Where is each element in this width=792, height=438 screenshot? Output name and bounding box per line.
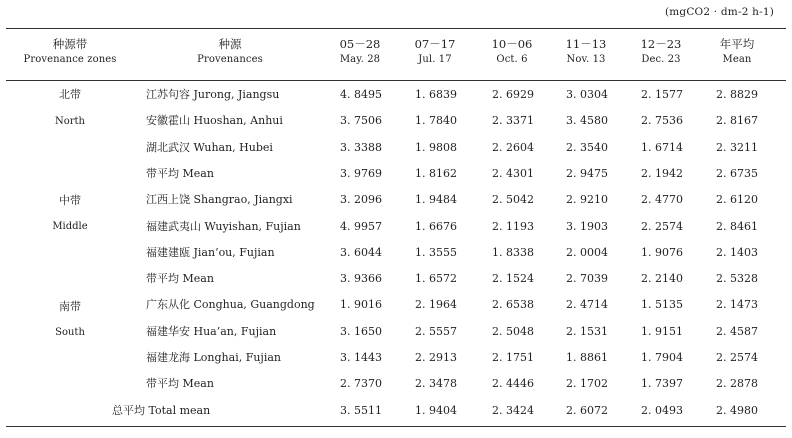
row-value: 2. 1964 xyxy=(415,298,457,312)
row-value: 3. 1650 xyxy=(340,324,382,338)
header-col-6-zh: 年平均 xyxy=(719,37,755,51)
row-value: 2. 1524 xyxy=(492,272,534,286)
row-provenance: 福建华安 Hua’an, Fujian xyxy=(146,324,277,338)
zone-middle-zh: 中带 xyxy=(59,194,81,207)
header-provenance-en: Provenances xyxy=(197,54,263,65)
row-value: 2. 4587 xyxy=(716,324,758,338)
row-value: 2. 2878 xyxy=(716,377,758,391)
row-value: 2. 2140 xyxy=(641,272,683,286)
header-col-2-zh: 07－17 xyxy=(414,37,456,51)
header-zone-zh: 种源带 xyxy=(52,37,88,51)
header-col-6 xyxy=(704,36,770,68)
table-header-rule xyxy=(6,80,786,81)
row-value: 2. 1531 xyxy=(566,324,608,338)
table-top-rule xyxy=(6,28,786,29)
unit-label: (mgCO2 · dm-2 h-1) xyxy=(664,6,774,18)
row-value: 3. 9769 xyxy=(340,166,382,180)
zone-south-en: South xyxy=(55,327,85,338)
total-mean-value: 2. 0493 xyxy=(641,403,683,417)
row-value: 2. 6538 xyxy=(492,298,534,312)
header-col-4-en: Nov. 13 xyxy=(566,54,606,65)
header-col-5-en: Dec. 23 xyxy=(641,54,681,65)
row-value: 2. 4446 xyxy=(492,377,534,391)
row-provenance: 江西上饶 Shangrao, Jiangxi xyxy=(146,193,293,207)
header-zone-en: Provenance zones xyxy=(23,54,117,65)
row-value: 3. 6044 xyxy=(340,245,382,259)
row-value: 1. 7840 xyxy=(415,114,457,128)
header-col-2-en: Jul. 17 xyxy=(418,54,452,65)
row-value: 4. 9957 xyxy=(340,219,382,233)
total-mean-value: 3. 5511 xyxy=(340,403,382,417)
table-bottom-rule xyxy=(6,426,786,427)
header-col-1 xyxy=(330,36,390,68)
row-value: 2. 2574 xyxy=(716,351,758,364)
row-value: 2. 1403 xyxy=(716,245,758,259)
row-value: 2. 1702 xyxy=(566,377,608,391)
row-value: 2. 2913 xyxy=(415,351,457,364)
row-value: 3. 7506 xyxy=(340,114,382,128)
row-provenance: 带平均 Mean xyxy=(146,377,214,391)
row-value: 1. 5135 xyxy=(641,298,683,312)
total-mean-value: 2. 4980 xyxy=(716,403,758,417)
row-value: 2. 1942 xyxy=(641,166,683,180)
row-value: 2. 0004 xyxy=(566,245,608,259)
row-value: 2. 1473 xyxy=(716,298,758,312)
row-value: 2. 7039 xyxy=(566,272,608,286)
header-col-5 xyxy=(631,36,691,68)
row-value: 3. 2096 xyxy=(340,193,382,207)
row-value: 1. 8162 xyxy=(415,166,457,180)
row-value: 2. 6735 xyxy=(716,166,758,180)
row-provenance: 湖北武汉 Wuhan, Hubei xyxy=(146,140,273,154)
row-value: 2. 3371 xyxy=(492,114,534,128)
header-col-2 xyxy=(405,36,465,68)
row-value: 2. 8461 xyxy=(716,219,758,233)
row-value: 2. 9210 xyxy=(566,193,608,207)
row-value: 1. 9016 xyxy=(340,298,382,312)
row-value: 1. 9808 xyxy=(415,140,457,154)
row-value: 2. 8167 xyxy=(716,114,758,128)
header-col-1-en: May. 28 xyxy=(339,54,381,65)
row-value: 1. 8861 xyxy=(566,351,608,364)
header-zone xyxy=(10,36,130,68)
row-value: 2. 5557 xyxy=(415,324,457,338)
zone-north-zh: 北带 xyxy=(59,88,81,101)
zone-north-en: North xyxy=(54,116,85,127)
row-value: 1. 7397 xyxy=(641,377,683,391)
header-col-5-zh: 12－23 xyxy=(640,37,682,51)
row-provenance: 广东从化 Conghua, Guangdong xyxy=(146,298,315,312)
row-value: 1. 6714 xyxy=(641,140,683,154)
row-value: 2. 7536 xyxy=(641,114,683,128)
row-provenance: 福建建瓯 Jian’ou, Fujian xyxy=(146,245,275,259)
row-value: 3. 4580 xyxy=(566,114,608,128)
row-provenance: 安徽霍山 Huoshan, Anhui xyxy=(146,114,283,128)
row-value: 1. 9151 xyxy=(641,324,683,338)
row-value: 1. 7904 xyxy=(641,351,683,364)
row-value: 4. 8495 xyxy=(340,88,382,101)
row-value: 2. 3540 xyxy=(566,140,608,154)
header-col-4-zh: 11－13 xyxy=(565,37,607,51)
row-value: 2. 7370 xyxy=(340,377,382,391)
row-value: 1. 3555 xyxy=(415,245,457,259)
header-col-3-en: Oct. 6 xyxy=(496,54,528,65)
row-provenance: 福建武夷山 Wuyishan, Fujian xyxy=(146,219,301,233)
header-col-4 xyxy=(556,36,616,68)
row-value: 3. 1443 xyxy=(340,351,382,364)
row-value: 2. 1193 xyxy=(492,219,534,233)
total-mean-label: 总平均 Total mean xyxy=(112,403,211,417)
header-col-1-zh: 05－28 xyxy=(339,37,381,51)
row-value: 3. 1903 xyxy=(566,219,608,233)
row-value: 2. 6929 xyxy=(492,88,534,101)
row-value: 2. 4301 xyxy=(492,166,534,180)
row-value: 2. 4770 xyxy=(641,193,683,207)
row-value: 2. 8829 xyxy=(716,88,758,101)
row-provenance: 江苏句容 Jurong, Jiangsu xyxy=(146,88,280,101)
row-provenance: 福建龙海 Longhai, Fujian xyxy=(146,351,281,364)
zone-south-zh: 南带 xyxy=(59,300,81,313)
row-value: 3. 0304 xyxy=(566,88,608,101)
header-col-3 xyxy=(482,36,542,68)
row-value: 2. 4714 xyxy=(566,298,608,312)
row-provenance: 带平均 Mean xyxy=(146,272,214,286)
row-value: 1. 9076 xyxy=(641,245,683,259)
total-mean-value: 2. 3424 xyxy=(492,403,534,417)
header-provenance xyxy=(160,36,300,68)
row-value: 3. 9366 xyxy=(340,272,382,286)
row-value: 2. 5048 xyxy=(492,324,534,338)
row-value: 1. 6676 xyxy=(415,219,457,233)
row-provenance: 带平均 Mean xyxy=(146,166,214,180)
total-mean-value: 2. 6072 xyxy=(566,403,608,417)
row-value: 2. 5328 xyxy=(716,272,758,286)
header-provenance-zh: 种源 xyxy=(218,37,242,51)
row-value: 2. 6120 xyxy=(716,193,758,207)
total-mean-value: 1. 9404 xyxy=(415,403,457,417)
row-value: 1. 6572 xyxy=(415,272,457,286)
header-col-3-zh: 10－06 xyxy=(491,37,533,51)
row-value: 1. 6839 xyxy=(415,88,457,101)
row-value: 2. 9475 xyxy=(566,166,608,180)
row-value: 2. 3478 xyxy=(415,377,457,391)
zone-middle-en: Middle xyxy=(52,221,88,232)
row-value: 2. 1577 xyxy=(641,88,683,101)
row-value: 3. 3388 xyxy=(340,140,382,154)
header-col-6-en: Mean xyxy=(722,54,752,65)
row-value: 1. 9484 xyxy=(415,193,457,207)
row-value: 2. 2574 xyxy=(641,219,683,233)
row-value: 2. 2604 xyxy=(492,140,534,154)
row-value: 2. 1751 xyxy=(492,351,534,364)
row-value: 2. 5042 xyxy=(492,193,534,207)
row-value: 1. 8338 xyxy=(492,245,534,259)
row-value: 2. 3211 xyxy=(716,140,758,154)
